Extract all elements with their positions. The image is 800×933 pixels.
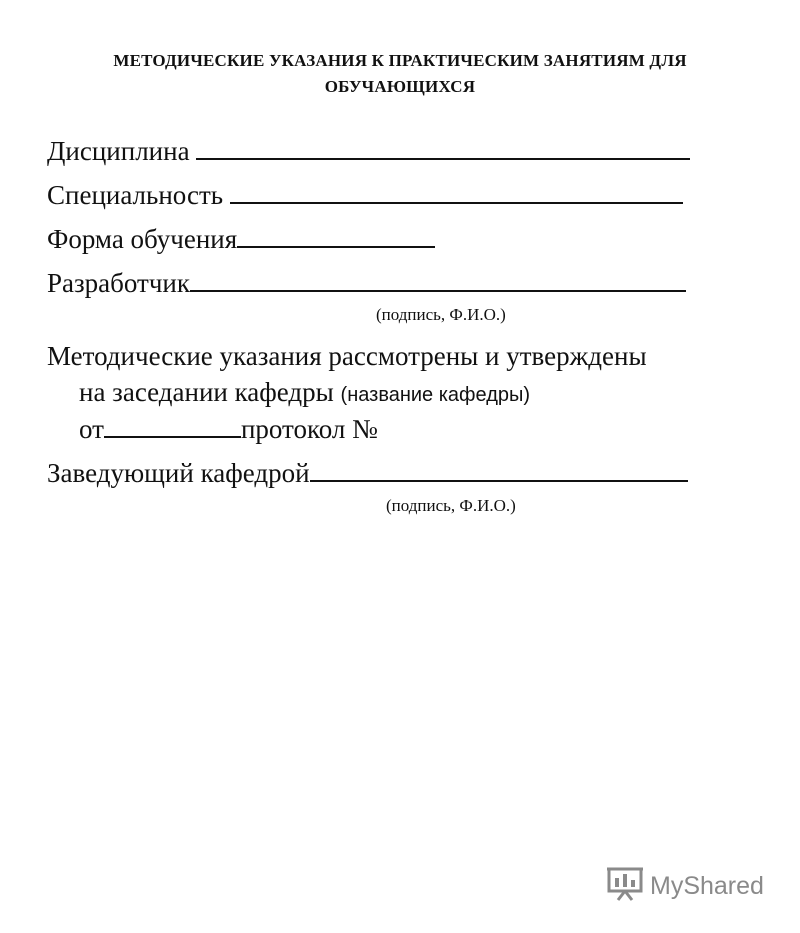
developer-label: Разработчик [47, 268, 190, 298]
myshared-watermark [606, 866, 764, 906]
developer-blank [190, 266, 686, 292]
head-of-department-blank [310, 456, 688, 482]
specialty-blank [230, 178, 683, 204]
study-form-label: Форма обучения [47, 224, 238, 254]
discipline-blank [196, 134, 690, 160]
specialty-row [47, 178, 683, 211]
date-blank [104, 412, 241, 438]
developer-row [47, 266, 686, 299]
study-form-row [47, 222, 435, 255]
head-signature-caption: (подпись, Ф.И.О.) [386, 496, 516, 515]
study-form-blank [237, 222, 435, 248]
document-title-line-2: ОБУЧАЮЩИХСЯ [324, 77, 476, 96]
head-of-department-label: Заведующий кафедрой [47, 458, 310, 488]
approval-meeting-text: на заседании кафедры [79, 377, 334, 407]
approval-line-1: Методические указания рассмотрены и утверждены [47, 341, 647, 371]
specialty-label: Специальность [47, 180, 224, 210]
protocol-label: протокол № [240, 414, 378, 444]
approval-line-2 [79, 376, 530, 411]
developer-signature-caption: (подпись, Ф.И.О.) [376, 305, 506, 324]
discipline-label: Дисциплина [47, 136, 190, 166]
document-title-line-1: МЕТОДИЧЕСКИЕ УКАЗАНИЯ К ПРАКТИЧЕСКИМ ЗАНЯТИЯМ ДЛЯ [113, 51, 687, 70]
watermark-brand-text: MyShared [650, 871, 764, 900]
department-name-placeholder: (название кафедры) [340, 384, 531, 406]
presentation-board-icon [606, 865, 644, 908]
protocol-row [79, 412, 378, 445]
from-label: от [79, 414, 104, 444]
head-of-department-row [47, 456, 688, 489]
discipline-row [47, 134, 690, 167]
